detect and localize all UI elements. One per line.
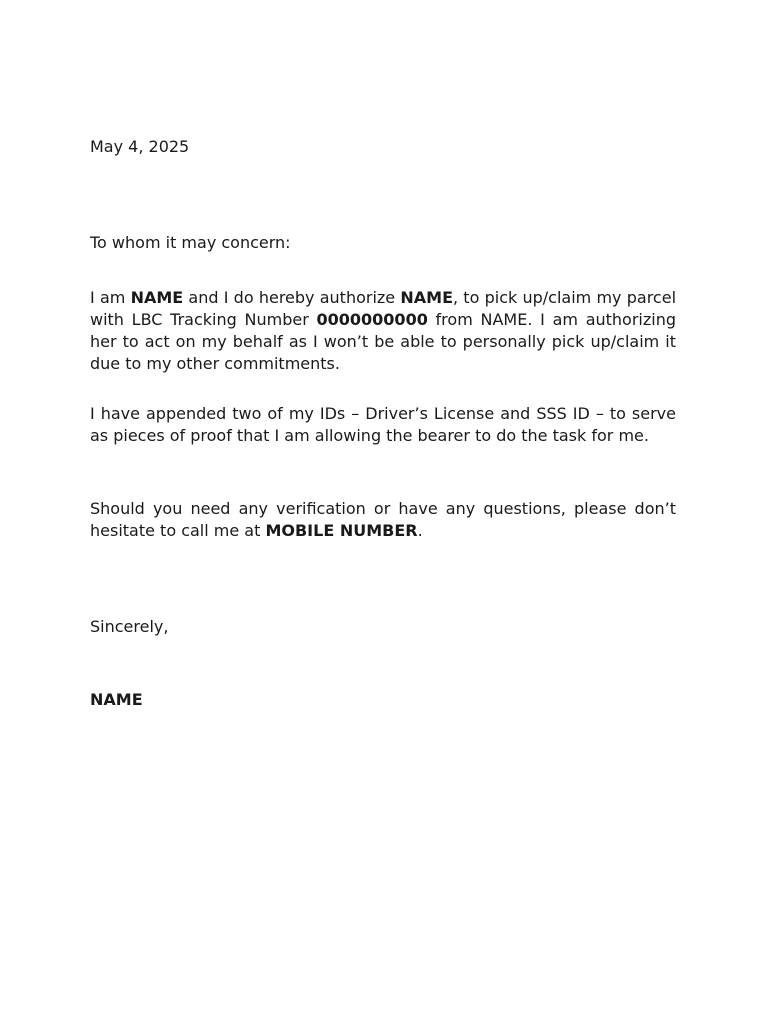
paragraph-text: . bbox=[417, 521, 423, 540]
paragraph-authorization bbox=[90, 287, 676, 375]
paragraph-text: and I do hereby authorize bbox=[183, 288, 401, 307]
paragraph-text: I am bbox=[90, 288, 131, 307]
closing: Sincerely, bbox=[90, 617, 169, 636]
signature-name: NAME bbox=[90, 690, 143, 709]
paragraph-contact bbox=[90, 498, 676, 542]
mobile-number-placeholder: MOBILE NUMBER bbox=[265, 521, 418, 540]
paragraph-text: from NAME. I am authorizing her to act on my behalf as I won’t be able to personally pick up/claim it due to my other commitments. bbox=[90, 310, 677, 373]
paragraph-text: , to pick up/claim my parcel with LBC Tracking Number bbox=[90, 288, 677, 329]
tracking-number: 0000000000 bbox=[316, 310, 428, 329]
paragraph-text: Should you need any verification or have any questions, please don’t hesitate to call me at bbox=[90, 499, 676, 540]
salutation: To whom it may concern: bbox=[90, 233, 291, 252]
letter-date: May 4, 2025 bbox=[90, 137, 190, 156]
paragraph-ids: I have appended two of my IDs – Driver’s License and SSS ID – to serve as pieces of proof that I am allowing the bearer to do the task for me. bbox=[90, 404, 676, 445]
bold-name-placeholder: NAME bbox=[130, 288, 184, 307]
bold-name-placeholder: NAME bbox=[400, 288, 453, 307]
